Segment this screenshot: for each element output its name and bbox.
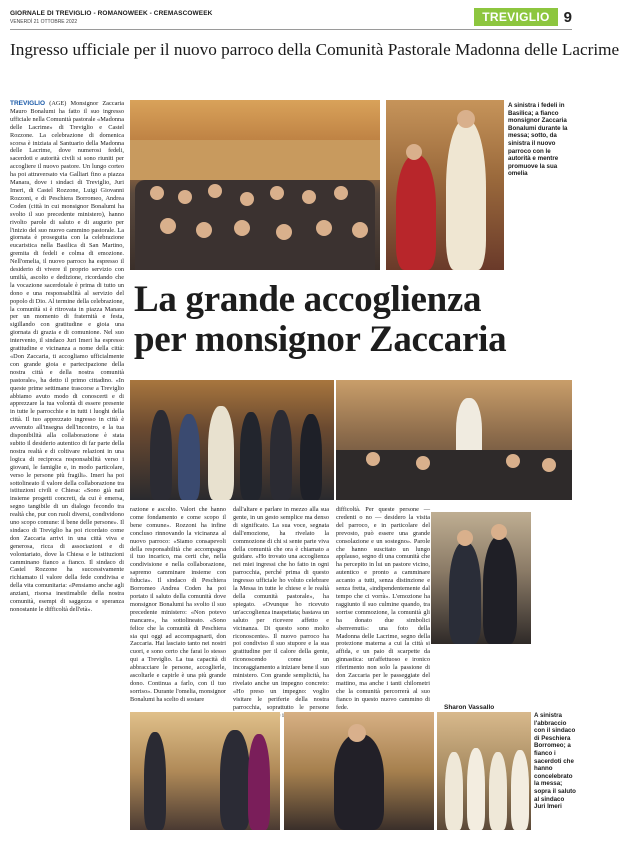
issue-date: VENERDÌ 21 OTTOBRE 2022	[10, 19, 78, 25]
photo-head	[178, 190, 192, 204]
photo-person	[178, 414, 200, 500]
photo-priest	[445, 752, 463, 830]
photo-head	[208, 184, 222, 198]
photo-woman	[396, 155, 436, 270]
caption-top-right: A sinistra i fedeli in Basilica; a fianco monsignor Zaccaria Bonalumi durante la messa; sotto, da sinistra il nuovo parroco con le autorità e mentre promuove la sua omelia	[508, 102, 568, 178]
byline: Sharon Vassallo	[444, 704, 495, 711]
photo-head	[276, 224, 292, 240]
body-column-4: difficoltà. Per queste persone — credenti o no — desidero la visita del parroco, e in particolare del prevosto, può essere una grande consolazione e un sostegno». Parole che hanno suscitato un lungo applauso, segno di una comunità che ha percepito in lui un pastore vicino, autentico e pronto a camminare accanto a tutti, senza distinzione e senza fretta, «indipendentemente dal tempo che ci vorrà». L'emozione ha raggiunto il suo culmine quando, tra sorrise commozione, la comunità gli ha donato due simbolici «benvenuti»: una foto della Madonna delle Lacrime, segno della protezione materna a cui la città si affida, e un paio di scarpette da ginnastica: un'affettuoso e ironico riferimento non solo la passione di don Zaccaria per le passeggiate del mattino, ma anche i tanti chilometri che la comunità percorrerà al suo fianco in questo nuovo cammino di fede.	[336, 506, 430, 711]
photo-head	[457, 530, 473, 546]
body-column-2: razione e ascolto. Valori che hanno come fondamento e come scopo il bene comune». Rozzoni ha infine concluso rinnovando la vicinanza al nuovo parroco: «Siamo consapevoli della responsabilità che accompagna il tuo incarico, ma certi che, nella condivisione e nella collaborazione, sapremo camminare insieme con fiducia». Il sindaco di Peschiera Borromeo Andrea Coden ha poi portato il saluto della comunità dove monsignor Bonalumi ha svolto il suo precedente ministero: «Non potevo mancare», ha sottolineato. «Sono felice che la comunità di Peschiera sia qui oggi ad accompagnarti, don Zaccaria. Hai lasciato tanto nei nostri cuori, e sono certo che farai lo stesso qui a Treviglio. La tua capacità di abbracciare le persone, accoglierle, ascoltarle e capirle è una più grande dono. Continua a farlo, con il tuo sorriso». Durante l'omelia, monsignor Bonalumi ha scelto di sostare	[130, 506, 226, 703]
publication-name: GIORNALE DI TREVIGLIO - ROMANOWEEK - CREMASCOWEEK	[10, 10, 213, 17]
photo-head	[506, 454, 520, 468]
photo-person	[483, 536, 517, 644]
photo-person	[300, 414, 322, 500]
photo-person	[220, 730, 250, 830]
photo-head	[196, 222, 212, 238]
dateline: TREVIGLIO	[10, 100, 46, 107]
photo-head	[416, 456, 430, 470]
photo-person	[248, 734, 270, 830]
priests-photo	[437, 712, 531, 830]
caption-bottom-right: A sinistra l'abbraccio con il sindaco di Peschiera Borromeo; a fianco i sacerdoti che hanno concelebrato la messa; sopra il saluto al sindaco Juri Imeri	[534, 712, 576, 811]
photo-person	[449, 542, 481, 644]
photo-head	[348, 724, 366, 742]
photo-person	[270, 410, 292, 500]
photo-person	[150, 410, 172, 500]
section-label: TREVIGLIO	[474, 8, 557, 26]
body-text-1: (AGE) Monsignor Zaccaria Mauro Bonalumi ha fatto il suo ingresso ufficiale nella Comunità pastorale «Madonna delle Lacrime» di Treviglio e Castel Rozzone. La celebrazione di domenica scorsa è iniziata al Santuario della Madonna delle Lacrime, dove numerosi fedeli, sacerdoti e autorità civili si sono riuniti per accogliere il nuovo pastore. Un lungo corteo ha poi attraversato via Galliari fino a piazza Manara, dove i sindaci di Treviglio, Juri Imeri, di Castel Rozzone, Luigi Giovanni Rozzoni, e di Peschiera Borromeo, Andrea Coden (città in cui monsignor Bonalumi ha svolto il suo precedente ministero), hanno rivolto parole di saluto e di augurio per l'inizio del suo nuovo cammino pastorale. La giornata è proseguita con la celebrazione eucaristica nella Basilica di San Martino, gremita di fedeli e colma di emozione. Nell'omelia, il nuovo parroco ha espresso il desiderio di vivere il proprio servizio con umiltà, ascolto e dedizione, ricordando che la vocazione sacerdotale è prima di tutto un dono e una responsabilità al servizio del popolo di Dio. Al termine della celebrazione, la comunità si è ritrovata in piazza Manara per un momento di fraternità e festa, sigillando con gratitudine e gioia una giornata di grazia e di comunione. Nel suo intervento, il sindaco Juri Imeri ha espresso gratitudine e vicinanza a nome della città: «Don Zaccaria, ti accogliamo ufficialmente con grande gioia e partecipazione della nostra città e della nostra comunità pastorale», ha detto il primo cittadino. «In queste prime settimane trascorse a Treviglio abbiamo avuto modo di conoscerti e di apprezzare la tua volontà di essere presente in tutte le parrocchie e in tutti i luoghi della città. Il tuo apprezzato ingresso in città è avvenuto all'insegna dell'incontro, e la tua disponibilità alla collaborazione è stata subito il desiderio autentico di far parte della nostra realtà e di coltivare relazioni in una logica di reciproca responsabilità verso i giovani, le famiglie e, in modo particolare, verso le persone più fragili». Imeri ha poi sottolineato il valore della collaborazione tra istituzioni civili e Chiesa: «Sono già nati insieme progetti concreti, da cui è emersa, segno tangibile di un dialogo fecondo tra realtà che, pur con ruoli diversi, condividono uno scopo comune: il bene delle persone». Il sindaco di Treviglio ha poi ricordato come don Zaccaria arrivi in una città viva e generosa, ricca di associazioni e di volontariato, dove la Chiesa e le istituzioni camminano fianco a fianco. Il sindaco di Castel Rozzone ha successivamente richiamato il valore della fede condivisa e della vita comunitaria: «Pensiamo anche agli anziani, risorsa inestimabile della nostra comunità, esempi di saggezza e speranza nonostante le difficoltà dell'età».	[10, 100, 125, 613]
photo-head	[457, 110, 475, 128]
photo-head	[366, 452, 380, 466]
photo-head	[150, 186, 164, 200]
body-column-1	[10, 100, 124, 835]
photo-head	[334, 186, 348, 200]
headline-line-1: La grande accoglienza	[134, 279, 482, 320]
photo-priest	[489, 752, 507, 830]
photo-priest	[467, 748, 485, 830]
photo-head	[491, 524, 507, 540]
photo-head	[302, 190, 316, 204]
photo-priest	[511, 750, 529, 830]
photo-wall	[130, 140, 380, 180]
masthead-right	[474, 8, 572, 26]
headline	[134, 280, 574, 360]
authorities-photo	[130, 380, 334, 500]
photo-head	[240, 192, 254, 206]
embrace-photo	[130, 712, 280, 830]
photo-head	[542, 458, 556, 472]
body-column-3: dall'altare e parlare in mezzo alla sua gente, in un gesto semplice ma denso di significato. La sua voce, segnata dall'emozione, ha rivelato la commozione di chi si sente parte viva della comunità che ora è chiamato a guidare. «Ho trovato una accoglienza nei miei ingressi che ho fatto in ogni parrocchia, perché prima di questo ingresso ufficiale ho voluto celebrare la Messa in tutte le chiese e le realtà della comunità pastorale», ha spiegato. «Ovunque ho ricevuto un'accoglienza inaspettata; bastava un saluto per ricevere affetto e vicinanza. Di questo sono molto riconoscente». Il nuovo parroco ha poi condiviso il suo stupore e la sua gratitudine per il calore della gente, riconoscendo come un incoraggiamento a iniziare bene il suo ministero. Con grande semplicità, ha rivelato anche un impegno concreto: «Ho preso un impegno: voglio visitare le periferie della nostra parrocchia, soprattutto le persone	[233, 506, 329, 711]
congregation-photo	[130, 100, 380, 270]
photo-head	[234, 220, 250, 236]
photo-head	[160, 218, 176, 234]
photo-person	[334, 734, 384, 830]
headline-line-2: per monsignor Zaccaria	[134, 319, 507, 360]
photo-head	[316, 220, 332, 236]
photo-person	[144, 732, 166, 830]
photo-head	[406, 144, 422, 160]
greeting-photo	[284, 712, 434, 830]
photo-head	[352, 222, 368, 238]
masthead-left	[10, 10, 212, 25]
photo-person	[208, 406, 234, 500]
page-number: 9	[563, 8, 572, 26]
masthead	[10, 8, 572, 30]
photo-head	[270, 186, 284, 200]
homily-photo	[336, 380, 572, 500]
mass-photo	[386, 100, 504, 270]
photo-person	[240, 412, 262, 500]
photo-priest	[446, 120, 486, 270]
mayor-photo	[431, 512, 531, 644]
article-subtitle: Ingresso ufficiale per il nuovo parroco della Comunità Pastorale Madonna delle Lacrime	[10, 40, 619, 59]
